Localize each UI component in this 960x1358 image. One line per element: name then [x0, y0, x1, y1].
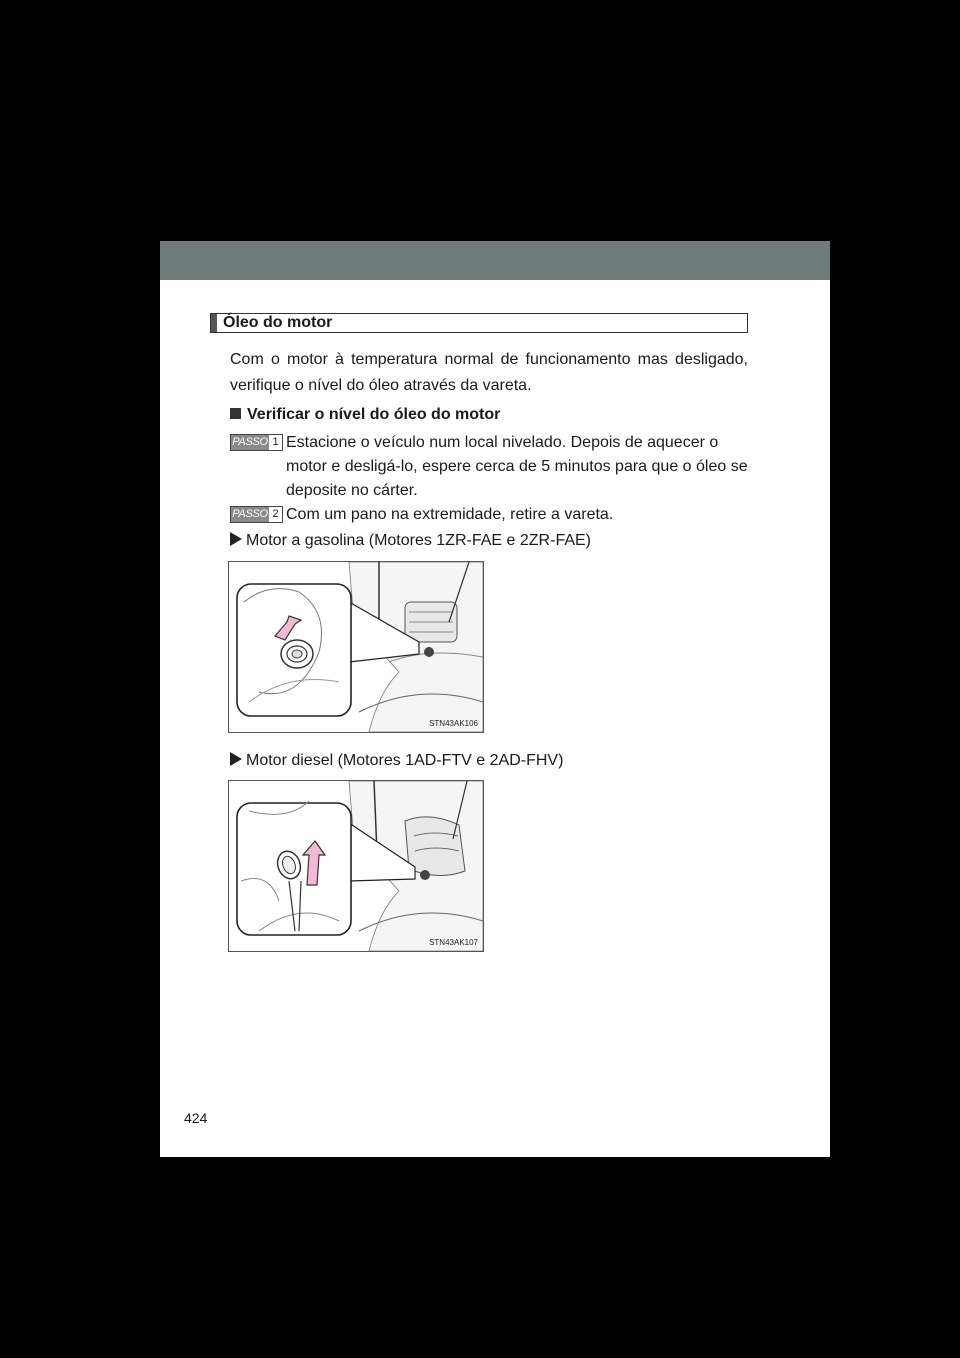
- step-text: Estacione o veículo num local nivelado. Depois de aquecer o motor e desligá-lo, espere cerca de 5 minutos para que o óleo se deposite no cárter.: [286, 434, 748, 499]
- page-number: 424: [184, 1110, 208, 1126]
- step-1: [230, 431, 750, 503]
- intro-paragraph: Com o motor à temperatura normal de funcionamento mas desligado, verifique o nível do óleo através da vareta.: [230, 351, 748, 394]
- step-badge-label: PASSO: [232, 436, 268, 448]
- step-text: Com um pano na extremidade, retire a vareta.: [286, 506, 614, 523]
- triangle-bullet-icon: [230, 752, 242, 766]
- step-badge-label: PASSO: [232, 508, 268, 520]
- step-badge-number: 2: [269, 507, 282, 522]
- square-bullet-icon: [230, 408, 241, 419]
- subheading-text: Verificar o nível do óleo do motor: [247, 406, 501, 423]
- subheading: [230, 403, 500, 427]
- header-band: [160, 241, 830, 280]
- triangle-bullet-icon: [230, 532, 242, 546]
- bullet-gasoline: [230, 529, 591, 553]
- figure-diesel-engine: [228, 780, 484, 952]
- bullet-text: Motor a gasolina (Motores 1ZR-FAE e 2ZR-FAE): [246, 532, 591, 549]
- step-badge-number: 1: [269, 435, 282, 450]
- figure-code: STN43AK107: [429, 938, 478, 947]
- step-2: [230, 503, 750, 527]
- engine-illustration: [229, 562, 483, 732]
- step-badge: [230, 434, 283, 451]
- figure-code: STN43AK106: [429, 719, 478, 728]
- bullet-diesel: [230, 749, 563, 773]
- engine-illustration: [229, 781, 483, 951]
- figure-gasoline-engine: [228, 561, 484, 733]
- bullet-text: Motor diesel (Motores 1AD-FTV e 2AD-FHV): [246, 752, 564, 769]
- section-title: Óleo do motor: [210, 313, 748, 333]
- step-badge: [230, 506, 283, 523]
- manual-page: [160, 241, 830, 1157]
